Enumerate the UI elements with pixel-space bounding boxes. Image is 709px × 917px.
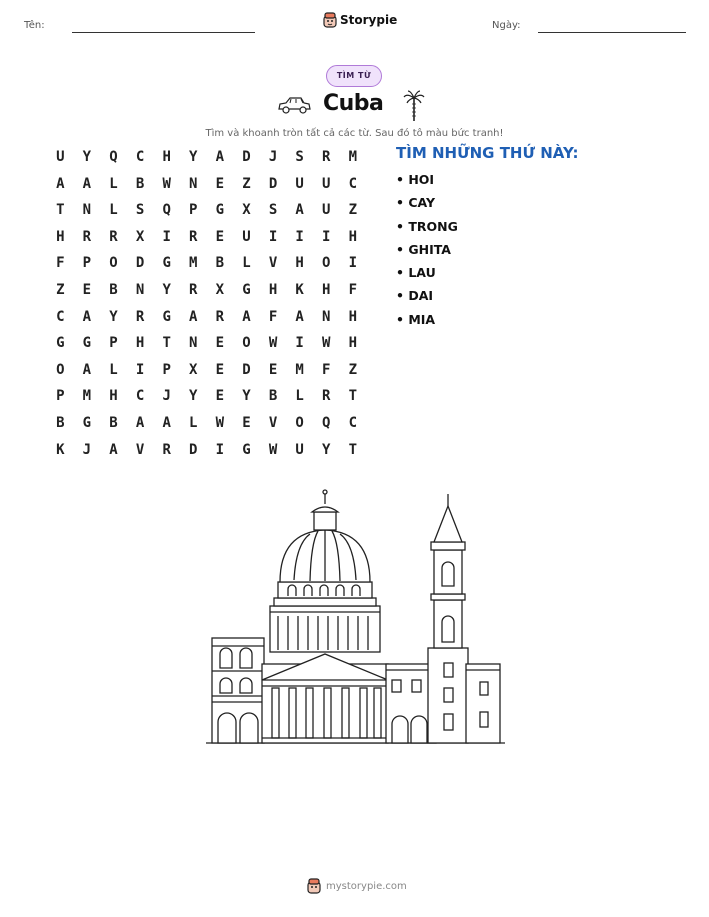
grid-letter[interactable]: O: [322, 255, 331, 272]
grid-letter[interactable]: O: [56, 361, 65, 378]
grid-letter[interactable]: Z: [348, 361, 358, 378]
grid-letter[interactable]: D: [242, 361, 251, 378]
grid-letter[interactable]: H: [135, 335, 145, 352]
grid-letter[interactable]: R: [162, 441, 171, 458]
grid-letter[interactable]: A: [215, 149, 225, 165]
grid-letter[interactable]: Y: [242, 388, 251, 405]
grid-letter[interactable]: A: [242, 308, 251, 325]
word-search-badge: TÌM TỪ: [326, 65, 382, 87]
grid-letter[interactable]: T: [348, 441, 358, 458]
grid-letter[interactable]: A: [56, 175, 65, 192]
instructions: Tìm và khoanh tròn tất cả các từ. Sau đó tô màu bức tranh!: [205, 128, 504, 139]
grid-letter[interactable]: V: [268, 255, 278, 272]
grid-letter[interactable]: H: [348, 228, 358, 245]
grid-letter[interactable]: F: [56, 255, 65, 272]
grid-letter[interactable]: A: [295, 308, 304, 325]
havana-capitol-illustration[interactable]: [200, 488, 510, 748]
grid-letter[interactable]: P: [82, 255, 92, 272]
grid-letter[interactable]: I: [295, 335, 304, 352]
grid-letter[interactable]: R: [322, 149, 331, 165]
grid-letter[interactable]: E: [82, 281, 92, 298]
storypie-mascot-icon: [323, 12, 337, 28]
word-item: • MIA: [396, 311, 436, 327]
grid-letter[interactable]: J: [82, 441, 92, 458]
grid-letter[interactable]: N: [189, 335, 198, 352]
grid-letter[interactable]: G: [242, 441, 251, 458]
grid-letter[interactable]: I: [268, 228, 278, 245]
grid-letter[interactable]: O: [242, 335, 251, 352]
grid-letter[interactable]: A: [82, 175, 92, 192]
grid-letter[interactable]: M: [295, 361, 304, 378]
grid-letter[interactable]: R: [322, 388, 331, 405]
grid-letter[interactable]: H: [348, 335, 358, 352]
grid-letter[interactable]: I: [322, 228, 331, 245]
brand-name: Storypie: [340, 13, 398, 27]
grid-letter[interactable]: H: [295, 255, 304, 272]
footer: [307, 878, 407, 894]
grid-letter[interactable]: N: [82, 202, 92, 219]
grid-letter[interactable]: L: [109, 202, 118, 219]
grid-letter[interactable]: C: [348, 175, 358, 192]
grid-letter[interactable]: G: [82, 414, 92, 431]
grid-letter[interactable]: N: [322, 308, 331, 325]
grid-letter[interactable]: E: [268, 361, 278, 378]
grid-letter[interactable]: P: [162, 361, 171, 378]
grid-letter[interactable]: Y: [189, 388, 198, 405]
grid-letter[interactable]: U: [295, 441, 304, 458]
grid-letter[interactable]: S: [268, 202, 278, 219]
date-label: Ngày:: [492, 20, 521, 31]
classic-car-icon: [277, 95, 311, 115]
grid-letter[interactable]: I: [348, 255, 358, 272]
grid-letter[interactable]: X: [215, 281, 225, 298]
date-line[interactable]: [538, 32, 686, 33]
grid-letter[interactable]: R: [82, 228, 92, 245]
find-words-title: TÌM NHỮNG THỨ NÀY:: [396, 144, 579, 162]
word-item: • CAY: [396, 195, 436, 211]
word-item: • GHITA: [396, 241, 451, 257]
grid-letter[interactable]: A: [162, 414, 171, 431]
grid-letter[interactable]: B: [268, 388, 278, 405]
grid-letter[interactable]: U: [295, 175, 304, 192]
grid-letter[interactable]: D: [135, 255, 145, 272]
grid-letter[interactable]: W: [215, 414, 225, 431]
grid-letter[interactable]: L: [295, 388, 304, 405]
grid-letter[interactable]: L: [242, 255, 251, 272]
palm-tree-icon: [403, 90, 425, 122]
grid-letter[interactable]: H: [109, 388, 118, 405]
grid-letter[interactable]: N: [135, 281, 145, 298]
grid-letter[interactable]: D: [242, 149, 251, 165]
grid-letter[interactable]: Y: [189, 149, 198, 165]
grid-letter[interactable]: Q: [162, 202, 171, 219]
grid-letter[interactable]: L: [109, 361, 118, 378]
grid-letter[interactable]: Y: [162, 281, 171, 298]
grid-letter[interactable]: E: [215, 388, 225, 405]
grid-letter[interactable]: W: [268, 335, 278, 352]
grid-letter[interactable]: E: [215, 228, 225, 245]
grid-letter[interactable]: E: [215, 175, 225, 192]
grid-letter[interactable]: C: [135, 149, 145, 165]
grid-letter[interactable]: R: [135, 308, 145, 325]
grid-letter[interactable]: I: [215, 441, 225, 458]
grid-letter[interactable]: J: [268, 149, 278, 165]
grid-letter[interactable]: A: [109, 441, 118, 458]
word-item: • DAI: [396, 288, 434, 304]
grid-letter[interactable]: A: [189, 308, 198, 325]
grid-letter[interactable]: U: [242, 228, 251, 245]
grid-letter[interactable]: G: [82, 335, 92, 352]
grid-letter[interactable]: A: [295, 202, 304, 219]
grid-letter[interactable]: E: [215, 361, 225, 378]
grid-letter[interactable]: I: [295, 228, 304, 245]
grid-letter[interactable]: V: [268, 414, 278, 431]
grid-letter[interactable]: U: [56, 149, 65, 165]
grid-letter[interactable]: W: [268, 441, 278, 458]
grid-letter[interactable]: R: [109, 228, 118, 245]
grid-letter[interactable]: X: [242, 202, 251, 219]
grid-letter[interactable]: M: [82, 388, 92, 405]
grid-letter[interactable]: T: [56, 202, 65, 219]
word-item: • LAU: [396, 265, 436, 281]
grid-letter[interactable]: O: [295, 414, 304, 431]
grid-letter[interactable]: R: [189, 228, 198, 245]
grid-letter[interactable]: K: [56, 441, 65, 458]
grid-letter[interactable]: T: [348, 388, 358, 405]
grid-letter[interactable]: M: [189, 255, 198, 272]
footer-link[interactable]: mystorypie.com: [326, 880, 407, 892]
grid-letter[interactable]: H: [162, 149, 171, 165]
grid-letter[interactable]: Z: [242, 175, 251, 192]
grid-letter[interactable]: B: [109, 281, 118, 298]
page-title: Cuba: [323, 91, 384, 116]
grid-letter[interactable]: G: [162, 308, 171, 325]
grid-letter[interactable]: B: [135, 175, 145, 192]
grid-letter[interactable]: Z: [348, 202, 358, 219]
grid-letter[interactable]: F: [268, 308, 278, 325]
grid-letter[interactable]: T: [162, 335, 171, 352]
grid-letter[interactable]: R: [189, 281, 198, 298]
grid-letter[interactable]: K: [295, 281, 304, 298]
grid-letter[interactable]: Q: [322, 414, 331, 431]
grid-letter[interactable]: A: [82, 361, 92, 378]
grid-letter[interactable]: U: [322, 202, 331, 219]
grid-letter[interactable]: J: [162, 388, 171, 405]
grid-letter[interactable]: D: [189, 441, 198, 458]
grid-letter[interactable]: G: [215, 202, 225, 219]
grid-letter[interactable]: X: [189, 361, 198, 378]
grid-letter[interactable]: B: [215, 255, 225, 272]
grid-letter[interactable]: C: [56, 308, 65, 325]
grid-letter[interactable]: H: [268, 281, 278, 298]
word-item: • TRONG: [396, 218, 458, 234]
grid-letter[interactable]: C: [348, 414, 358, 431]
grid-letter[interactable]: P: [56, 388, 65, 405]
grid-letter[interactable]: F: [348, 281, 358, 298]
grid-letter[interactable]: H: [56, 228, 65, 245]
grid-letter[interactable]: G: [242, 281, 251, 298]
grid-letter[interactable]: V: [135, 441, 145, 458]
word-list: [396, 172, 458, 335]
grid-letter[interactable]: W: [162, 175, 171, 192]
grid-letter[interactable]: X: [135, 228, 145, 245]
grid-letter[interactable]: W: [322, 335, 331, 352]
grid-letter[interactable]: A: [135, 414, 145, 431]
brand-logo: [323, 12, 397, 28]
word-item: • HOI: [396, 172, 435, 187]
name-label: Tên:: [24, 20, 45, 31]
grid-letter[interactable]: I: [135, 361, 145, 378]
grid-letter[interactable]: P: [189, 202, 198, 219]
grid-letter[interactable]: I: [162, 228, 171, 245]
grid-letter[interactable]: O: [109, 255, 118, 272]
grid-letter[interactable]: H: [348, 308, 358, 325]
grid-letter[interactable]: N: [189, 175, 198, 192]
grid-letter[interactable]: Y: [322, 441, 331, 458]
grid-letter[interactable]: Z: [56, 281, 65, 298]
grid-letter[interactable]: A: [82, 308, 92, 325]
grid-letter[interactable]: Y: [109, 308, 118, 325]
grid-letter[interactable]: C: [135, 388, 145, 405]
grid-letter[interactable]: E: [215, 335, 225, 352]
grid-letter[interactable]: L: [109, 175, 118, 192]
grid-letter[interactable]: S: [295, 149, 304, 165]
grid-letter[interactable]: U: [322, 175, 331, 192]
grid-letter[interactable]: G: [162, 255, 171, 272]
name-line[interactable]: [72, 32, 255, 33]
grid-letter[interactable]: Q: [109, 149, 118, 165]
grid-letter[interactable]: G: [56, 335, 65, 352]
grid-letter[interactable]: S: [135, 202, 145, 219]
grid-letter[interactable]: L: [189, 414, 198, 431]
grid-letter[interactable]: R: [215, 308, 225, 325]
grid-letter[interactable]: H: [322, 281, 331, 298]
grid-letter[interactable]: M: [348, 149, 358, 165]
grid-letter[interactable]: B: [109, 414, 118, 431]
grid-letter[interactable]: E: [242, 414, 251, 431]
grid-letter[interactable]: Y: [82, 149, 92, 165]
grid-letter[interactable]: P: [109, 335, 118, 352]
grid-letter[interactable]: D: [268, 175, 278, 192]
grid-letter[interactable]: B: [56, 414, 65, 431]
storypie-mascot-icon: [307, 878, 321, 894]
grid-letter[interactable]: F: [322, 361, 331, 378]
letter-grid[interactable]: [47, 146, 366, 465]
